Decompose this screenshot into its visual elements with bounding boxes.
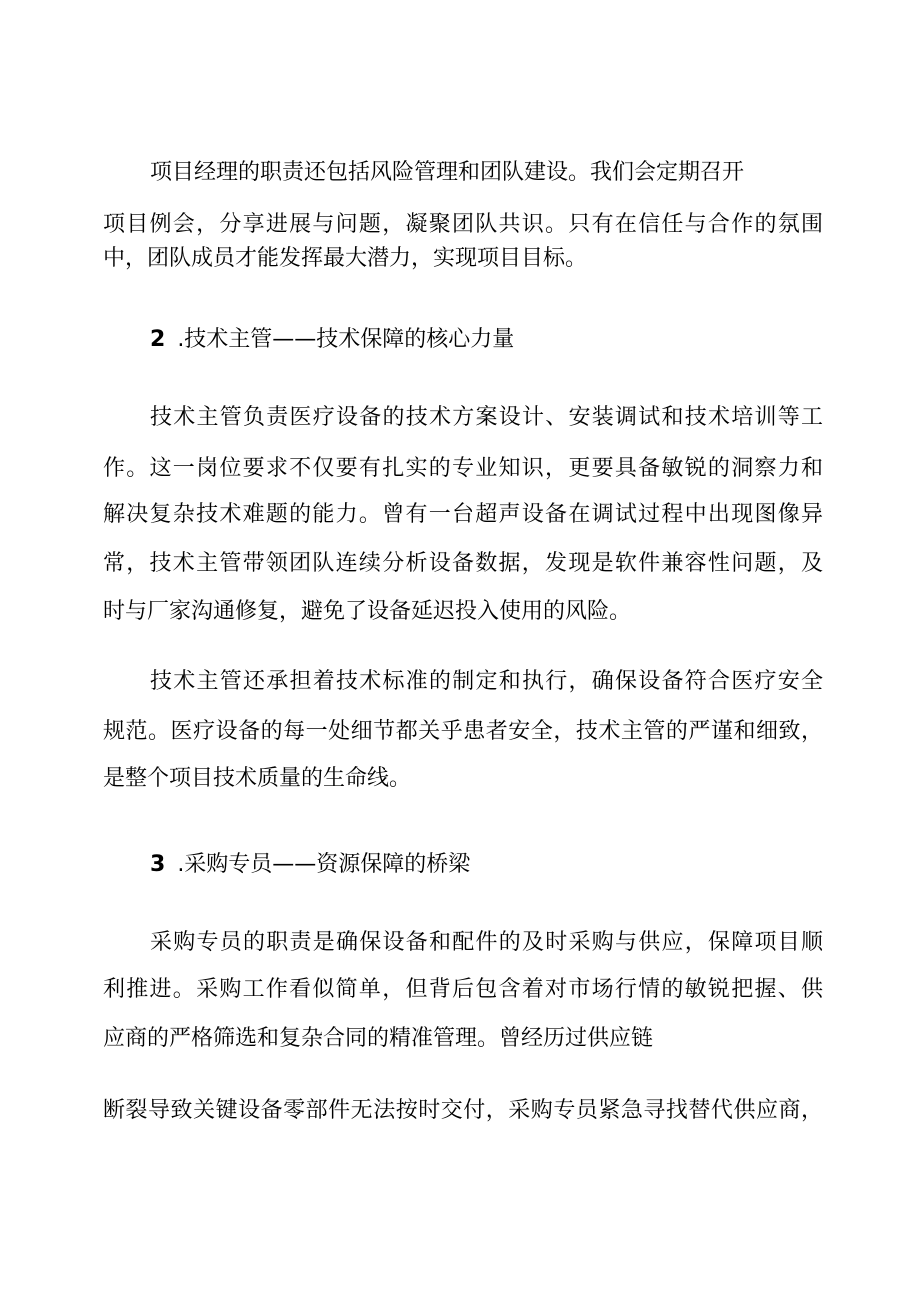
section-number: 2	[150, 327, 166, 352]
paragraph-line: 技术主管还承担着技术标准的制定和执行，确保设备符合医疗安全	[150, 669, 823, 694]
section-heading	[150, 850, 470, 880]
paragraph-line: 采购专员的职责是确保设备和配件的及时采购与供应，保障项目顺	[150, 930, 823, 955]
paragraph-line: 项目例会，分享进展与问题，凝聚团队共识。只有在信任与合作的氛围	[103, 212, 823, 237]
paragraph-line: 作。这一岗位要求不仅要有扎实的专业知识，更要具备敏锐的洞察力和	[103, 456, 823, 481]
paragraph-line: 解决复杂技术难题的能力。曾有一台超声设备在调试过程中出现图像异	[103, 502, 823, 527]
paragraph-line: 技术主管负责医疗设备的技术方案设计、安装调试和技术培训等工	[150, 405, 823, 430]
section-number: 3	[150, 852, 166, 877]
paragraph-line: 时与厂家沟通修复，避免了设备延迟投入使用的风险。	[103, 599, 632, 624]
paragraph-line: 常，技术主管带领团队连续分析设备数据，发现是软件兼容性问题，及	[103, 551, 823, 576]
section-title: .技术主管——技术保障的核心力量	[177, 327, 515, 352]
paragraph-line: 应商的严格筛选和复杂合同的精准管理。曾经历过供应链	[103, 1026, 654, 1051]
paragraph-line: 规范。医疗设备的每一处细节都关乎患者安全，技术主管的严谨和细致，	[103, 719, 823, 744]
paragraph-line: 利推进。采购工作看似简单，但背后包含着对市场行情的敏锐把握、供	[103, 977, 823, 1002]
section-title: .采购专员——资源保障的桥梁	[177, 852, 471, 877]
section-heading	[150, 325, 514, 355]
paragraph-line: 是整个项目技术质量的生命线。	[103, 766, 412, 791]
paragraph-line: 中，团队成员才能发挥最大潜力，实现项目目标。	[103, 246, 588, 271]
paragraph-line: 项目经理的职责还包括风险管理和团队建设。我们会定期召开	[150, 160, 745, 185]
paragraph-line: 断裂导致关键设备零部件无法按时交付，采购专员紧急寻找替代供应商，	[103, 1098, 823, 1123]
